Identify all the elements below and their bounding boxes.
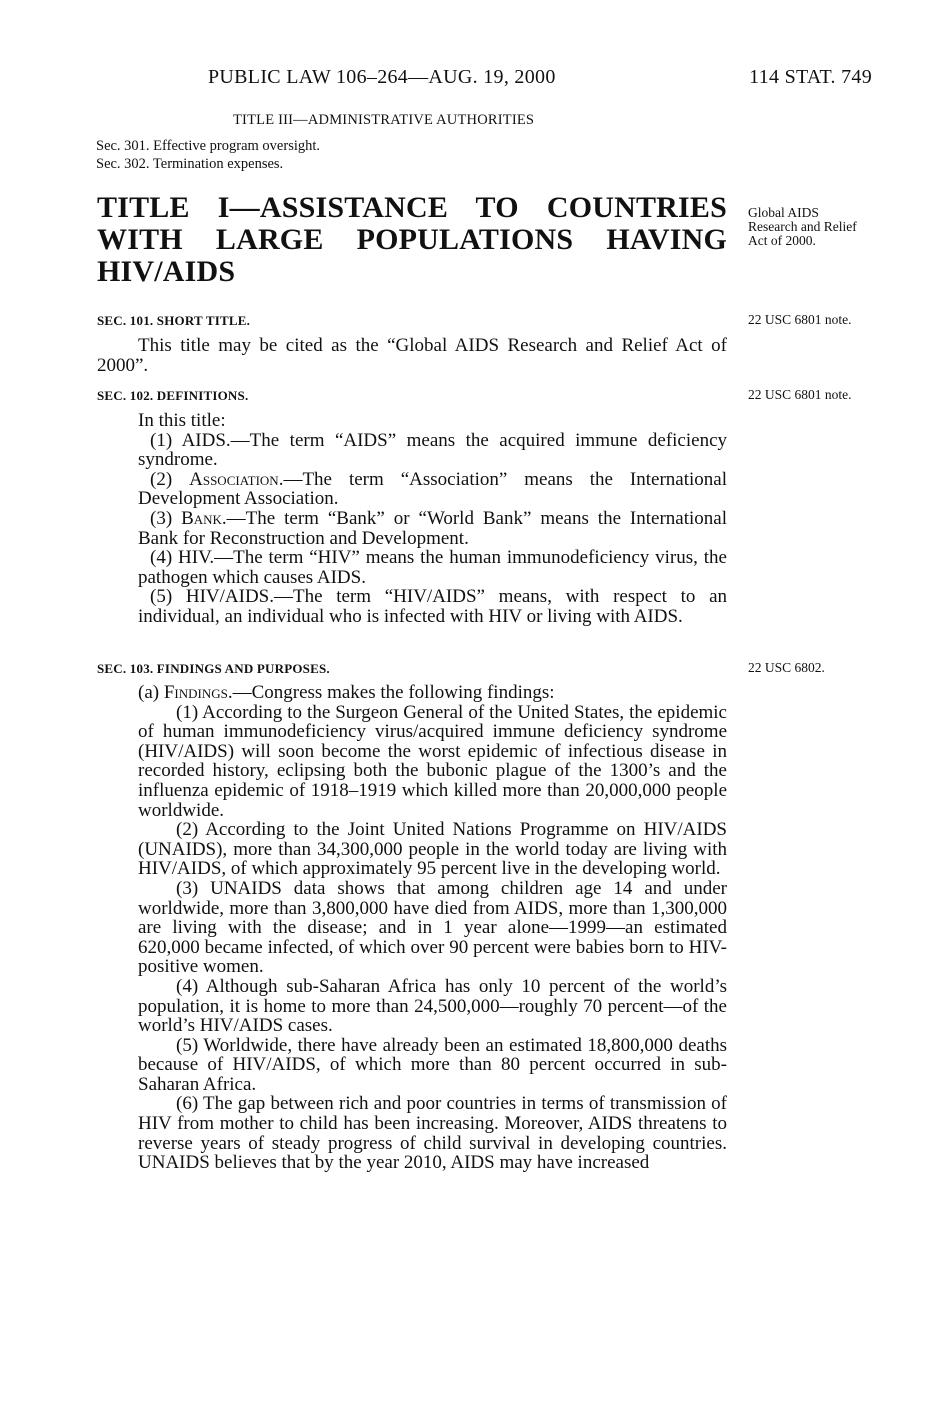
title-heading bbox=[97, 192, 727, 288]
finding-item: (6) The gap between rich and poor countries in terms of transmission of HIV from mother to child has been increasing. Moreover, AIDS threatens to reverse years of steady progress of child survival in developing countries. UNAIDS believes that by the year 2010, AIDS may have increased bbox=[138, 1093, 727, 1174]
subsection-term: Findings bbox=[163, 682, 228, 703]
section-103-heading: SEC. 103. FINDINGS AND PURPOSES. bbox=[97, 661, 330, 676]
section-103-body bbox=[138, 683, 727, 1173]
section-101-text: This title may be cited as the “Global AIDS Research and Relief Act of 2000”. bbox=[97, 335, 727, 376]
definition-text: .—The term “Bank” or “World Bank” means the International Bank for Reconstruction and Development. bbox=[138, 507, 727, 549]
margin-note-sec-101: 22 USC 6801 note. bbox=[748, 312, 852, 327]
section-101-heading: SEC. 101. SHORT TITLE. bbox=[97, 313, 251, 328]
toc-item-sec-302: Sec. 302. Termination expenses. bbox=[96, 156, 284, 172]
definition-term: AIDS bbox=[181, 429, 226, 451]
definition-number: (3) bbox=[150, 507, 182, 529]
header-stat-page: 114 STAT. 749 bbox=[749, 66, 872, 88]
toc-title-iii: TITLE III—ADMINISTRATIVE AUTHORITIES bbox=[233, 112, 535, 128]
definitions-intro: In this title: bbox=[138, 410, 226, 431]
running-header bbox=[208, 66, 872, 92]
finding-item: (3) UNAIDS data shows that among children age 14 and under worldwide, more than 3,800,000 have died from AIDS, more than 1,300,000 are living with the disease; and in 1 year alone—1999—an estimated 620,000 became infected, of which over 90 percent were babies born to HIV-positive women. bbox=[138, 877, 727, 978]
definition-number: (1) bbox=[150, 429, 182, 451]
definition-item bbox=[138, 587, 727, 626]
section-102-heading: SEC. 102. DEFINITIONS. bbox=[97, 388, 249, 403]
definition-item bbox=[138, 431, 727, 470]
definition-term: Bank bbox=[181, 507, 222, 529]
definition-term: Association bbox=[189, 468, 279, 490]
title-line-1: TITLE I—ASSISTANCE TO COUNTRIES bbox=[97, 191, 727, 224]
definition-text: .—The term “HIV” means the human immunodeficiency virus, the pathogen which causes AIDS. bbox=[138, 547, 727, 588]
section-102-body bbox=[138, 411, 727, 627]
header-law-date: PUBLIC LAW 106–264—AUG. 19, 2000 bbox=[208, 66, 556, 88]
definition-term: HIV bbox=[178, 547, 210, 569]
definition-term: HIV/AIDS bbox=[185, 586, 270, 608]
finding-item: (5) Worldwide, there have already been an estimated 18,800,000 deaths because of HIV/AIDS, of which more than 80 percent occurred in sub-Saharan Africa. bbox=[138, 1034, 727, 1095]
finding-item: (4) Although sub-Saharan Africa has only 10 percent of the world’s population, it is home to more than 24,500,000—roughly 70 percent—of the world’s HIV/AIDS cases. bbox=[138, 975, 727, 1037]
definition-item bbox=[138, 548, 727, 587]
finding-item: (1) According to the Surgeon General of the United States, the epidemic of human immunodeficiency virus/acquired immune deficiency syndrome (HIV/AIDS) will soon become the worst epidemic of infectious disease in recorded history, eclipsing both the bubonic plague of the 1300’s and the influenza epidemic of 1918–1919 which killed more than 20,000,000 people worldwide. bbox=[138, 701, 727, 821]
definition-text: .—The term “Association” means the International Development Association. bbox=[138, 468, 727, 510]
section-101-body bbox=[97, 336, 727, 375]
margin-note-sec-102: 22 USC 6801 note. bbox=[748, 387, 852, 402]
margin-note-short-title: Global AIDS Research and Relief Act of 2000. bbox=[748, 205, 857, 248]
definition-item bbox=[138, 470, 727, 509]
subsection-text: .—Congress makes the following findings: bbox=[227, 682, 555, 703]
findings-intro bbox=[138, 683, 727, 703]
definition-number: (5) bbox=[150, 586, 186, 608]
definition-number: (2) bbox=[150, 468, 190, 490]
subsection-number: (a) bbox=[138, 682, 164, 703]
title-line-2: WITH LARGE POPULATIONS HAVING bbox=[97, 223, 727, 256]
margin-note-sec-103: 22 USC 6802. bbox=[748, 660, 825, 675]
title-line-3: HIV/AIDS bbox=[97, 255, 236, 288]
definition-number: (4) bbox=[150, 547, 179, 569]
toc-item-sec-301: Sec. 301. Effective program oversight. bbox=[96, 138, 321, 154]
definition-text: .—The term “AIDS” means the acquired immune deficiency syndrome. bbox=[138, 429, 728, 471]
finding-item: (2) According to the Joint United Nations Programme on HIV/AIDS (UNAIDS), more than 34,300,000 people in the world today are living with HIV/AIDS, of which approximately 95 percent live in the developing world. bbox=[138, 819, 727, 880]
definition-text: .—The term “HIV/AIDS” means, with respect to an individual, an individual who is infected with HIV or living with AIDS. bbox=[138, 586, 727, 627]
definition-item bbox=[138, 509, 727, 548]
